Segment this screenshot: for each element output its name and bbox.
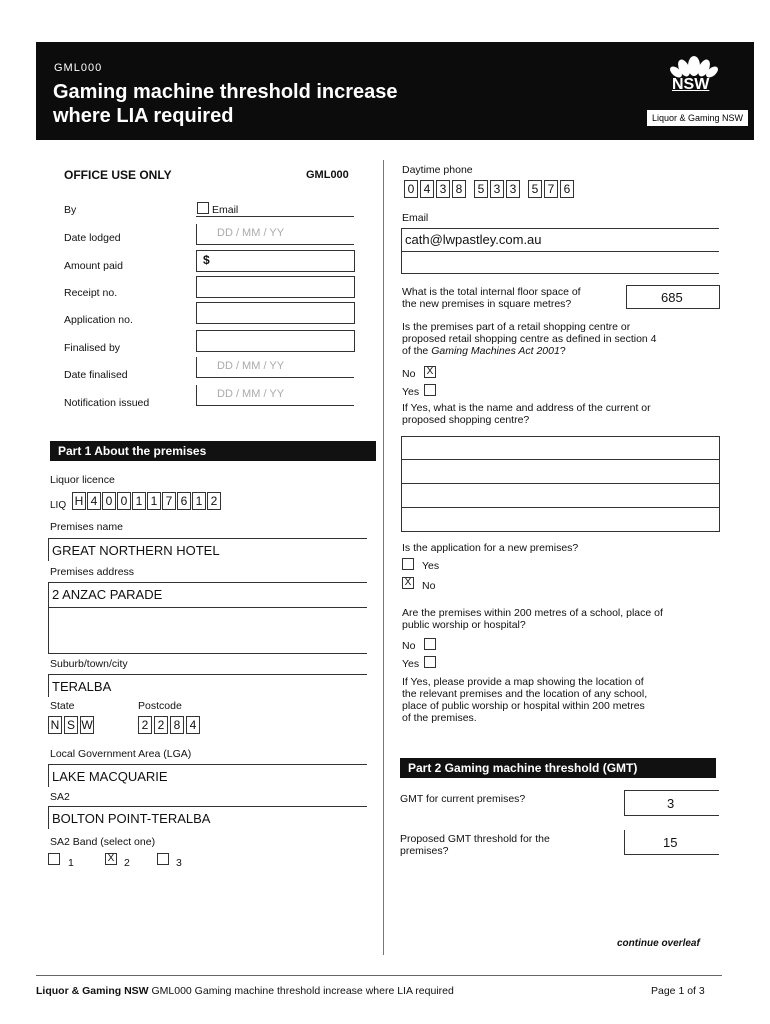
- state-char: S: [64, 716, 78, 734]
- postcode-char: 2: [154, 716, 168, 734]
- continue-overleaf: continue overleaf: [617, 938, 700, 949]
- state-char: W: [81, 718, 93, 732]
- new-premises-no-checkbox[interactable]: X: [402, 577, 414, 589]
- phone-digit: 5: [474, 180, 488, 198]
- email-option-label: Email: [212, 204, 239, 216]
- phone-digit: 4: [420, 180, 434, 198]
- gmt-current-field[interactable]: 3: [624, 790, 719, 816]
- postcode-boxes[interactable]: [138, 716, 218, 736]
- new-premises-no-label: No: [422, 580, 436, 592]
- premises-name-label: Premises name: [50, 521, 123, 533]
- nsw-waratah-logo: NSW: [664, 52, 724, 98]
- phone-digit: 0: [404, 180, 418, 198]
- date-lodged-field[interactable]: DD / MM / YY: [196, 224, 354, 245]
- agency-label: Liquor & Gaming NSW: [647, 110, 748, 126]
- gmt-current-label: GMT for current premises?: [400, 793, 526, 805]
- postcode-char: 4: [186, 716, 200, 734]
- phone-digit: 3: [490, 180, 504, 198]
- sa2-field[interactable]: BOLTON POINT-TERALBA: [48, 806, 367, 829]
- postcode-label: Postcode: [138, 700, 182, 712]
- retail-yes-checkbox[interactable]: [424, 384, 436, 396]
- gmt-proposed-label: Proposed GMT threshold for the premises?: [400, 833, 550, 857]
- amount-paid-field[interactable]: $: [196, 250, 355, 272]
- premises-address-field[interactable]: 2 ANZAC PARADE: [48, 582, 367, 654]
- sa2-label: SA2: [50, 791, 70, 803]
- floor-space-field[interactable]: 685: [626, 285, 720, 309]
- licence-char: 4: [87, 492, 101, 510]
- liquor-licence-boxes[interactable]: [72, 492, 292, 512]
- date-finalised-label: Date finalised: [64, 369, 128, 381]
- by-label: By: [64, 204, 77, 216]
- form-code: GML000: [54, 62, 103, 74]
- retail-no-label: No: [402, 368, 416, 380]
- amount-paid-label: Amount paid: [64, 260, 123, 272]
- office-use-code: GML000: [306, 169, 349, 181]
- school-no-checkbox[interactable]: [424, 638, 436, 650]
- licence-char: 0: [102, 492, 116, 510]
- retail-no-checkbox[interactable]: X: [424, 366, 436, 378]
- sa2-band-3-label: 3: [176, 857, 182, 869]
- school-yes-label: Yes: [402, 658, 420, 670]
- school-yes-checkbox[interactable]: [424, 656, 436, 668]
- form-title: Gaming machine threshold increase where LIA required: [53, 81, 398, 127]
- phone-digit: 5: [528, 180, 542, 198]
- page-number: Page 1 of 3: [651, 985, 705, 997]
- receipt-no-label: Receipt no.: [64, 287, 118, 299]
- postcode-char: 8: [170, 716, 184, 734]
- daytime-phone-boxes[interactable]: [404, 180, 614, 202]
- sa2-band-3-checkbox[interactable]: [157, 853, 169, 865]
- premises-address-label: Premises address: [50, 566, 135, 578]
- sa2-band-2-label: 2: [124, 857, 130, 869]
- school-proximity-question: Are the premises within 200 metres of a school, place of public worship or hospital?: [402, 607, 663, 631]
- footer-text: Liquor & Gaming NSW GML000 Gaming machine threshold increase where LIA required: [36, 985, 454, 997]
- licence-char: 1: [192, 492, 206, 510]
- licence-char: 1: [132, 492, 146, 510]
- school-no-label: No: [402, 640, 416, 652]
- lga-field[interactable]: LAKE MACQUARIE: [48, 764, 367, 787]
- retail-yes-label: Yes: [402, 386, 420, 398]
- licence-char: 0: [117, 492, 131, 510]
- state-boxes[interactable]: [48, 716, 108, 736]
- premises-name-field[interactable]: GREAT NORTHERN HOTEL: [48, 538, 367, 561]
- new-premises-yes-checkbox[interactable]: [402, 558, 414, 570]
- receipt-no-field[interactable]: [196, 276, 355, 298]
- phone-digit: 3: [436, 180, 450, 198]
- new-premises-question: Is the application for a new premises?: [402, 542, 579, 554]
- floor-space-question: What is the total internal floor space of the new premises in square metres?: [402, 286, 581, 310]
- licence-char: 1: [147, 492, 161, 510]
- part1-heading: Part 1 About the premises: [50, 441, 376, 461]
- liq-prefix: LIQ: [50, 500, 67, 511]
- suburb-label: Suburb/town/city: [50, 658, 128, 670]
- application-no-field[interactable]: [196, 302, 355, 324]
- liquor-licence-label: Liquor licence: [50, 474, 115, 486]
- retail-centre-question: Is the premises part of a retail shopping centre or proposed retail shopping centre as defined in section 4 of the Gaming Machines Act 2001?: [402, 321, 657, 357]
- sa2-band-2-checkbox[interactable]: X: [105, 853, 117, 865]
- finalised-by-label: Finalised by: [64, 342, 121, 354]
- sa2-band-label: SA2 Band (select one): [50, 836, 156, 848]
- state-label: State: [50, 700, 75, 712]
- shopping-centre-question: If Yes, what is the name and address of the current or proposed shopping centre?: [402, 402, 651, 426]
- phone-digit: 6: [560, 180, 574, 198]
- phone-digit: 3: [506, 180, 520, 198]
- licence-char: H: [72, 492, 86, 510]
- lga-label: Local Government Area (LGA): [50, 748, 192, 760]
- postcode-char: 2: [138, 716, 152, 734]
- column-divider: [383, 160, 384, 955]
- finalised-by-field[interactable]: [196, 330, 355, 352]
- office-use-title: OFFICE USE ONLY: [64, 168, 172, 182]
- map-instruction: If Yes, please provide a map showing the location of the relevant premises and the location of any school, place of public worship or hospital within 200 metres of the premises.: [402, 676, 648, 724]
- notification-issued-label: Notification issued: [64, 397, 150, 409]
- licence-char: 6: [177, 492, 191, 510]
- application-no-label: Application no.: [64, 314, 133, 326]
- part2-heading: Part 2 Gaming machine threshold (GMT): [400, 758, 716, 778]
- shopping-centre-field[interactable]: [401, 436, 720, 532]
- phone-digit: 8: [452, 180, 466, 198]
- licence-char: 2: [207, 492, 221, 510]
- new-premises-yes-label: Yes: [422, 560, 440, 572]
- sa2-band-1-label: 1: [68, 857, 74, 869]
- state-char: N: [48, 716, 62, 734]
- form-header: [36, 42, 754, 140]
- suburb-field[interactable]: TERALBA: [48, 674, 367, 697]
- footer-rule: [36, 975, 722, 976]
- email-label: Email: [402, 212, 429, 224]
- gmt-proposed-field[interactable]: 15: [624, 830, 719, 855]
- phone-digit: 7: [544, 180, 558, 198]
- email-checkbox[interactable]: [197, 202, 209, 214]
- sa2-band-1-checkbox[interactable]: [48, 853, 60, 865]
- email-field[interactable]: cath@lwpastley.com.au: [401, 228, 719, 274]
- date-finalised-field[interactable]: DD / MM / YY: [196, 357, 354, 378]
- daytime-phone-label: Daytime phone: [402, 164, 473, 176]
- licence-char: 7: [162, 492, 176, 510]
- date-lodged-label: Date lodged: [64, 232, 121, 244]
- notification-issued-field[interactable]: DD / MM / YY: [196, 385, 354, 406]
